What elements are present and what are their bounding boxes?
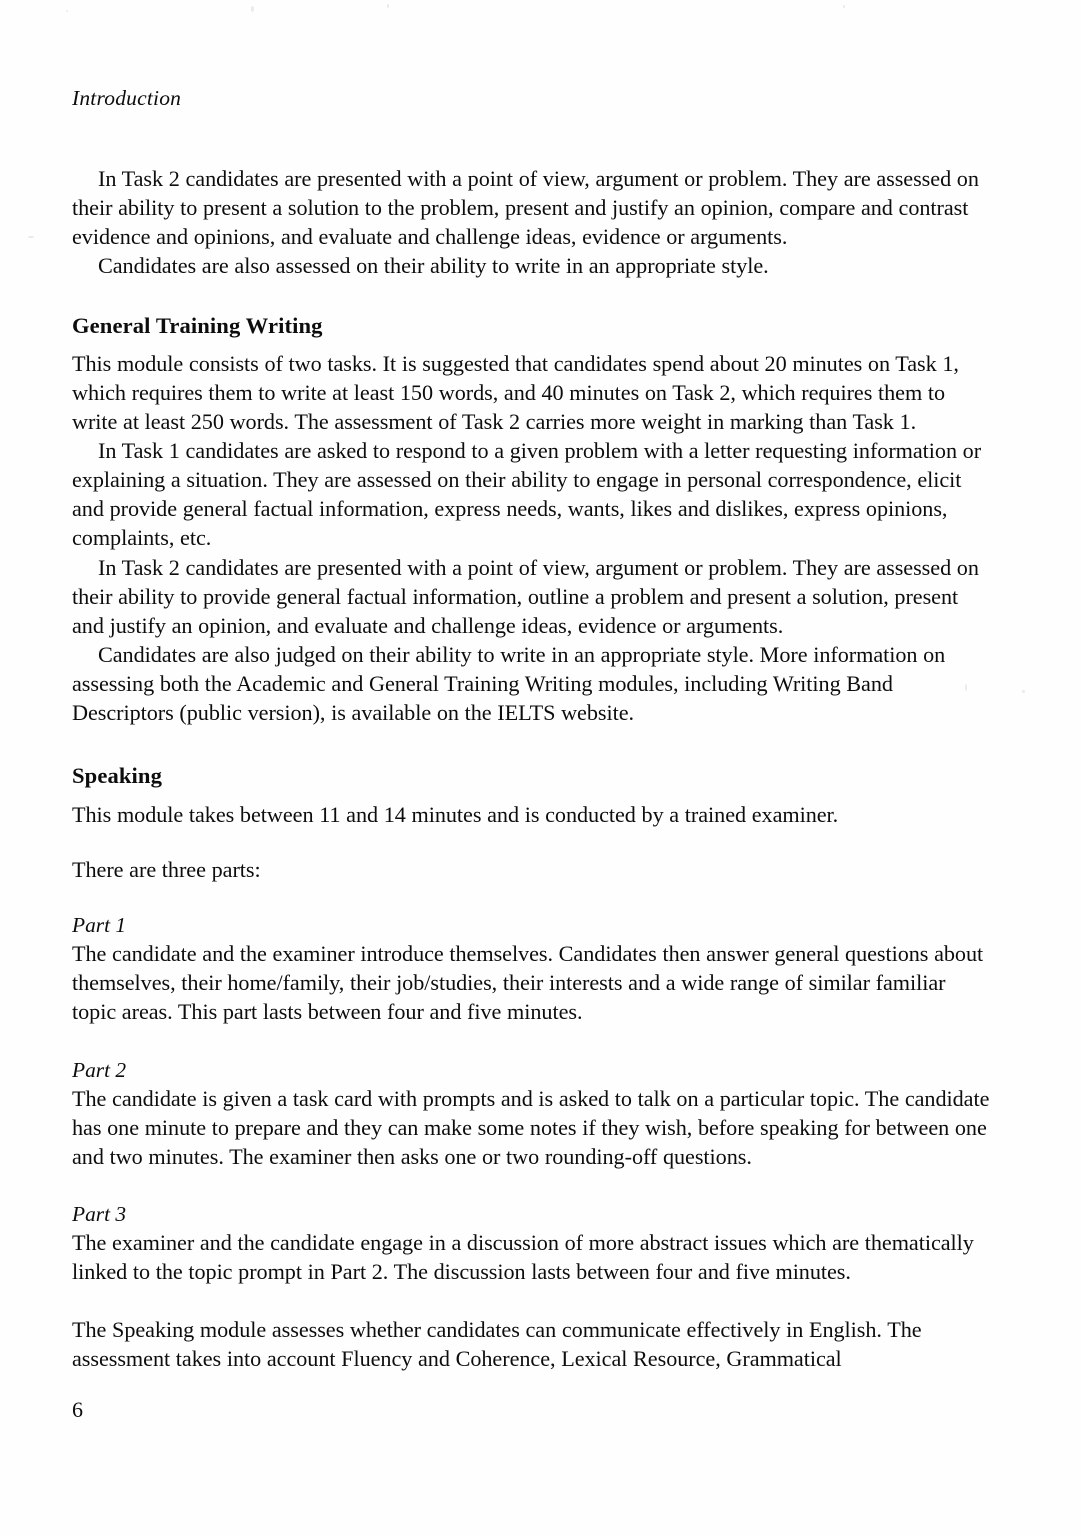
page-content (72, 0, 990, 1373)
scan-speckle (1022, 690, 1025, 693)
paragraph-gt-module-intro: This module consists of two tasks. It is suggested that candidates spend about 20 minutes on Task 1, which requires them to write at least 150 words, and 40 minutes on Task 2, which requires them to write at least 250 words. The assessment of Task 2 carries more weight in marking than Task 1. (72, 350, 959, 435)
label-part-2: Part 2 (72, 1057, 127, 1082)
paragraph-speaking-duration: This module takes between 11 and 14 minutes and is conducted by a trained examiner. (72, 802, 839, 828)
paragraph-gt-task1: In Task 1 candidates are asked to respond to a given problem with a letter requesting information or explaining a situation. They are assessed on their ability to engage in personal correspondence, elicit and provide general factual information, express needs, wants, likes and dislikes, express opinions, complaints, etc. (72, 438, 982, 551)
scan-speckle (66, 10, 68, 12)
paragraph-academic-task2: In Task 2 candidates are presented with a point of view, argument or problem. They are assessed on their ability to present a solution to the problem, present and justify an opinion, compare and contrast evidence and opinions, and evaluate and challenge ideas, evidence or arguments. (72, 165, 979, 249)
paragraph-part-1-body: The candidate and the examiner introduce themselves. Candidates then answer general questions about themselves, their home/family, their job/studies, their interests and a wide range of similar familiar topic areas. This part lasts between four and five minutes. (72, 941, 984, 1025)
heading-speaking: Speaking (72, 763, 162, 789)
paragraph-gt-style: Candidates are also judged on their ability to write in an appropriate style. More information on assessing both the Academic and General Training Writing modules, including Writing Band Descriptors (public version), is available on the IELTS website. (72, 641, 946, 725)
paragraph-part-2-body: The candidate is given a task card with prompts and is asked to talk on a particular topic. The candidate has one minute to prepare and they can make some notes if they wish, before speaking for between one and two minutes. The examiner then asks one or two rounding-off questions. (72, 1085, 990, 1169)
paragraph-gt-task2: In Task 2 candidates are presented with a point of view, argument or problem. They are assessed on their ability to provide general factual information, outline a problem and present a solution, present and justify an opinion, and evaluate and challenge ideas, evidence or arguments. (72, 554, 979, 638)
label-part-3: Part 3 (72, 1201, 127, 1226)
page-number: 6 (72, 1397, 83, 1422)
paragraph-part-3-body: The examiner and the candidate engage in a discussion of more abstract issues which are thematically linked to the topic prompt in Part 2. The discussion lasts between four and five minutes. (72, 1229, 974, 1284)
heading-general-training-writing: General Training Writing (72, 312, 323, 338)
paragraph-speaking-assessment: The Speaking module assesses whether candidates can communicate effectively in English. The assessment takes into account Fluency and Coherence, Lexical Resource, Grammatical (72, 1317, 922, 1372)
paragraph-speaking-parts-intro: There are three parts: (72, 857, 261, 883)
label-part-1: Part 1 (72, 913, 127, 938)
scan-speckle (28, 236, 34, 238)
running-head (72, 88, 990, 110)
running-head-text: Introduction (72, 86, 182, 110)
paragraph-academic-style: Candidates are also assessed on their ability to write in an appropriate style. (98, 252, 769, 278)
